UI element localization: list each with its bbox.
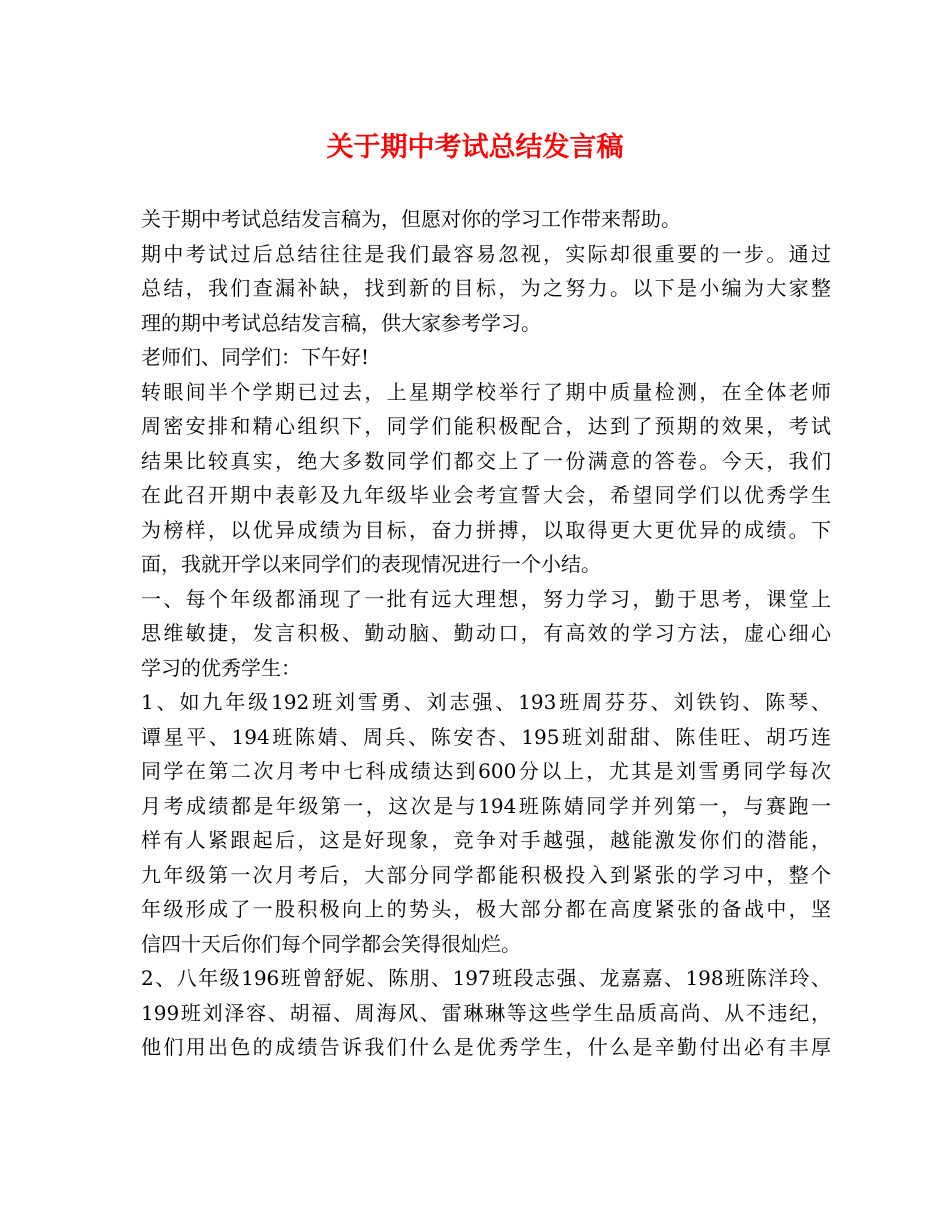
text-line: 周密安排和精心组织下，同学们能积极配合，达到了预期的效果，考试	[141, 414, 831, 438]
text-line: 总结，我们查漏补缺，找到新的目标，为之努力。以下是小编为大家整	[141, 276, 831, 300]
text-line: 他们用出色的成绩告诉我们什么是优秀学生，什么是辛勤付出必有丰厚	[141, 1035, 831, 1059]
text-line: 为榜样，以优异成绩为目标，奋力拼搏，以取得更大更优异的成绩。下	[141, 517, 831, 542]
text-line: 谭星平、194班陈婧、周兵、陈安杏、195班刘甜甜、陈佳旺、胡巧连	[141, 724, 831, 749]
text-line: 关于期中考试总结发言稿为，但愿对你的学习工作带来帮助。	[141, 207, 681, 231]
text-line: 样有人紧跟起后，这是好现象，竞争对手越强，越能激发你们的潜能，	[141, 828, 831, 852]
text-line: 九年级第一次月考后，大部分同学都能积极投入到紧张的学习中，整个	[141, 862, 831, 887]
text-line: 199班刘泽容、胡福、周海风、雷琳琳等这些学生品质高尚、从不违纪，	[141, 1000, 831, 1025]
document-title: 关于期中考试总结发言稿	[326, 132, 624, 163]
text-line: 期中考试过后总结往往是我们最容易忽视，实际却很重要的一步。通过	[141, 241, 831, 266]
text-line: 年级形成了一股积极向上的势头，极大部分都在高度紧张的备战中，坚	[141, 897, 831, 921]
text-line: 理的期中考试总结发言稿，供大家参考学习。	[141, 310, 541, 335]
text-line: 1、如九年级192班刘雪勇、刘志强、193班周芬芬、刘铁钧、陈琴、	[141, 690, 831, 714]
text-line: 老师们、同学们：下午好!	[141, 345, 370, 369]
text-line: 信四十天后你们每个同学都会笑得很灿烂。	[141, 931, 521, 956]
document-body	[141, 202, 831, 1065]
text-line: 转眼间半个学期已过去，上星期学校举行了期中质量检测，在全体老师	[141, 379, 831, 404]
text-line: 学习的优秀学生：	[141, 655, 301, 680]
text-line: 一、每个年级都涌现了一批有远大理想，努力学习，勤于思考，课堂上	[141, 586, 831, 611]
text-line: 面，我就开学以来同学们的表现情况进行一个小结。	[141, 552, 601, 576]
text-line: 同学在第二次月考中七科成绩达到600分以上，尤其是刘雪勇同学每次	[141, 759, 831, 783]
text-line: 思维敏捷，发言积极、勤动脑、勤动口，有高效的学习方法，虚心细心	[141, 621, 831, 645]
text-line: 在此召开期中表彰及九年级毕业会考宣誓大会，希望同学们以优秀学生	[141, 483, 831, 507]
text-line: 结果比较真实，绝大多数同学们都交上了一份满意的答卷。今天，我们	[141, 448, 831, 473]
text-line: 2、八年级196班曾舒妮、陈朋、197班段志强、龙嘉嘉、198班陈洋玲、	[141, 966, 831, 990]
text-line: 月考成绩都是年级第一，这次是与194班陈婧同学并列第一，与赛跑一	[141, 793, 831, 818]
